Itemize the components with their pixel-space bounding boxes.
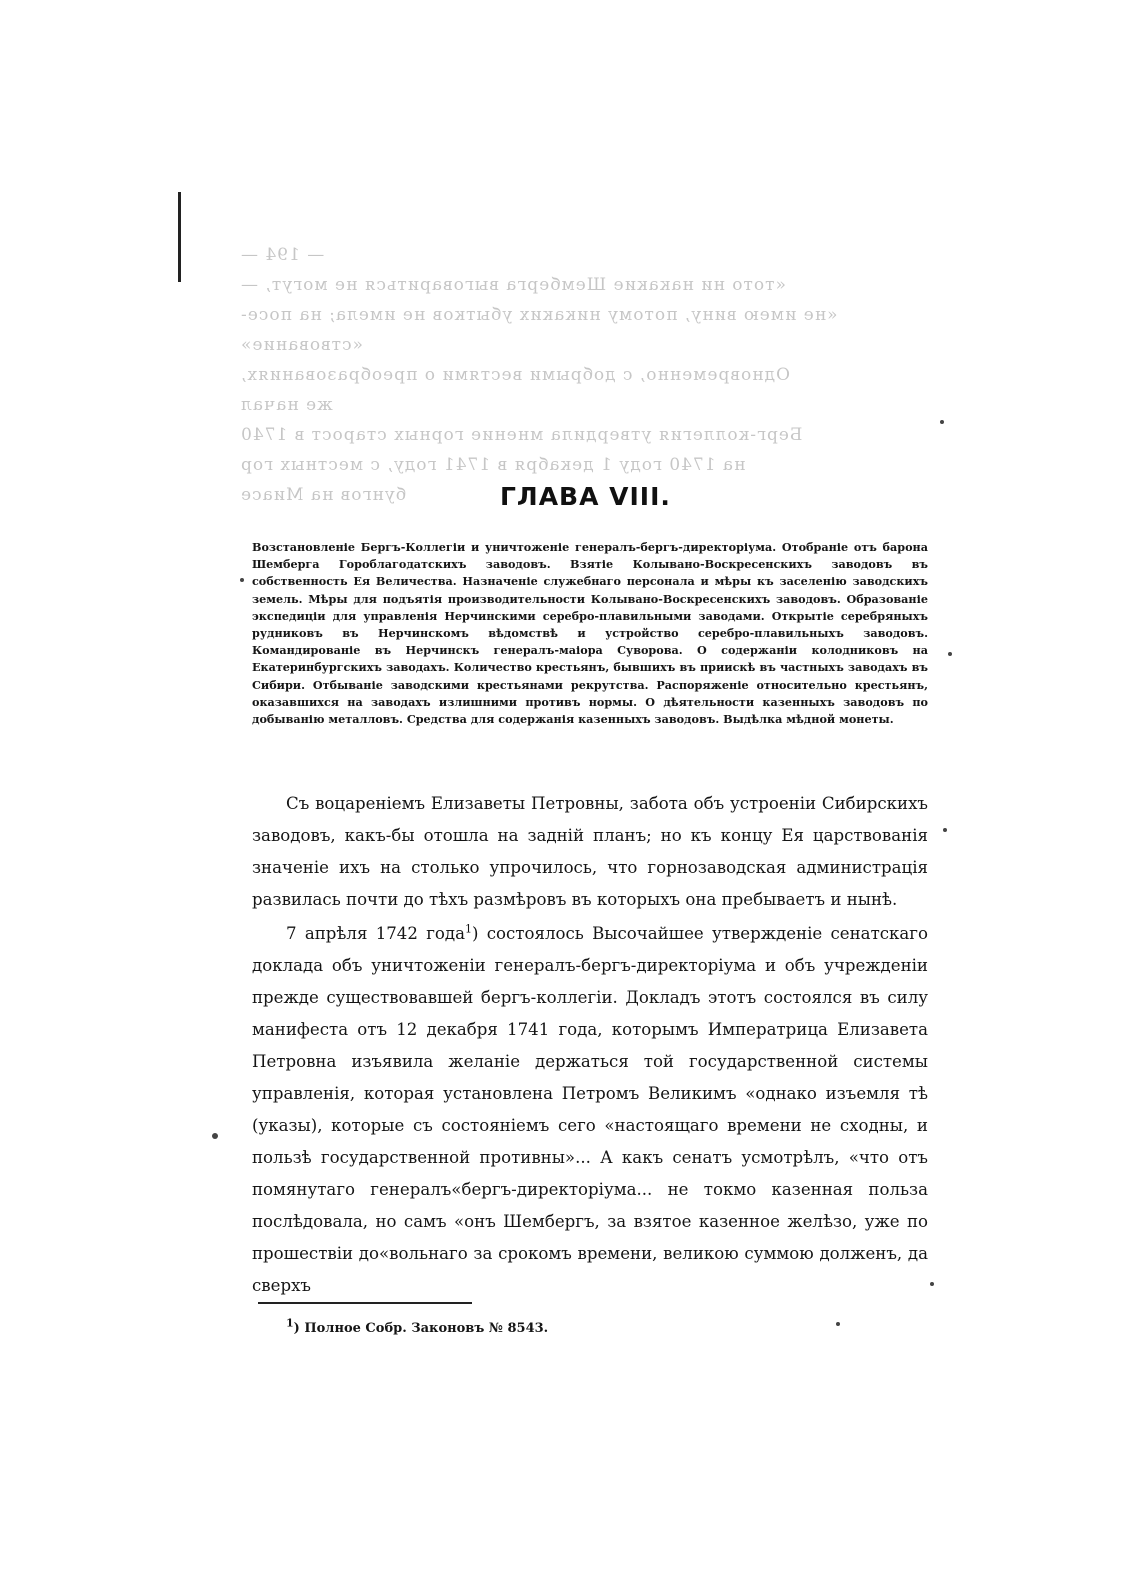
chapter-summary: Возстановленіе Бергъ-Коллегіи и уничтоженіе генералъ-бергъ-директоріума. Отобраніе отъ барона Шемберга Гороблагодатскихъ заводовъ. Взятіе Колывано-Воскресенскихъ заводовъ въ собственность Ея Величества. Назначеніе служебнаго персонала и мѣры къ заселенію заводскихъ земель. Мѣры для подъятія производительности Колывано-Воскресенскихъ заводовъ. Образованіе экспедиціи для управленія Нерчинскими серебро-плавильными заводами. Открытіе серебряныхъ рудниковъ въ Нерчинскомъ вѣдомствѣ и устройство серебро-плавильныхъ заводовъ. Командированіе въ Нерчинскъ генералъ-маіора Суворова. О содержаніи колодниковъ на Екатеринбургскихъ заводахъ. Количество крестьянъ, бывшихъ въ приискѣ въ частныхъ заводахъ въ Сибири. Отбываніе заводскими крестьянами рекрутства. Распоряженіе относительно крестьянъ, оказавшихся на заводахъ излишними противъ нормы. О дѣятельности казенныхъ заводовъ по добыванію металловъ. Средства для содержанія казенныхъ заводовъ. Выдѣлка мѣдной монеты. — [252, 540, 928, 727]
bleed-line: бунгов на Миасе — [240, 485, 407, 505]
speck — [930, 1282, 934, 1286]
footnote-divider — [258, 1302, 472, 1304]
body-text — [252, 788, 928, 1302]
bleed-line: — 194 — — [240, 245, 325, 265]
paragraph: Съ воцареніемъ Елизаветы Петровны, забота объ устроеніи Сибирскихъ заводовъ, какъ-бы отошла на задній планъ; но къ концу Ея царствованія значеніе ихъ на столько упрочилось, что горнозаводская администрація развилась почти до тѣхъ размѣровъ въ которыхъ она пребываетъ и нынѣ. — [252, 794, 928, 909]
bleed-through-text — [240, 240, 950, 510]
bleed-line: «тото ни накакие Шемберга выговариться не могут, — — [240, 275, 786, 295]
bleed-line: «не имею вину, потому никаких убытков не имела; на посе- — [240, 305, 838, 325]
footnote-reference: 1 — [464, 922, 472, 936]
speck — [240, 578, 244, 582]
chapter-title: ГЛАВА VIII. — [500, 482, 671, 511]
paragraph-rest: ) состоялось Высочайшее утвержденіе сенатскаго доклада объ уничтоженіи генералъ-бергъ-директоріума и объ учрежденіи прежде существовавшей бергъ-коллегіи. Докладъ этотъ состоялся въ силу манифеста отъ 12 декабря 1741 года, которымъ Императрица Елизавета Петровна изъявила желаніе держаться той государственной системы управленія, которая установлена Петромъ Великимъ «однако изъемля тѣ (указы), которые съ состояніемъ сего «настоящаго времени не сходны, и пользѣ государственной противны»... А какъ сенатъ усмотрѣлъ, «что отъ помянутаго генералъ«бергъ-директоріума... не токмо казенная польза послѣдовала, но самъ «онъ Шембергъ, за взятое казенное желѣзо, уже по прошествіи до«вольнаго за срокомъ времени, великою суммою долженъ, да сверхъ — [252, 924, 928, 1295]
speck — [836, 1322, 840, 1326]
speck — [943, 828, 947, 832]
bleed-line: Берг-коллегия утвердила мнение горных старост в 1740 — [240, 425, 803, 445]
bleed-line: на 1740 году 1 декабря в 1741 году, с местных гор — [240, 455, 746, 475]
bleed-line: же начал — [240, 395, 333, 415]
speck — [948, 652, 952, 656]
footnote-marker: 1 — [286, 1316, 294, 1330]
footnote-text: ) Полное Собр. Законовъ № 8543. — [293, 1321, 549, 1336]
speck — [940, 420, 944, 424]
bleed-line: Одновременно, с добрыми вестями о преобразованиях, — [240, 365, 790, 385]
paragraph — [252, 918, 928, 1302]
speck — [212, 1133, 218, 1139]
bleed-line: «ствование» — [240, 335, 363, 355]
footnote — [286, 1316, 786, 1336]
margin-rule — [178, 192, 181, 282]
paragraph-start: 7 апрѣля 1742 года — [286, 924, 465, 943]
